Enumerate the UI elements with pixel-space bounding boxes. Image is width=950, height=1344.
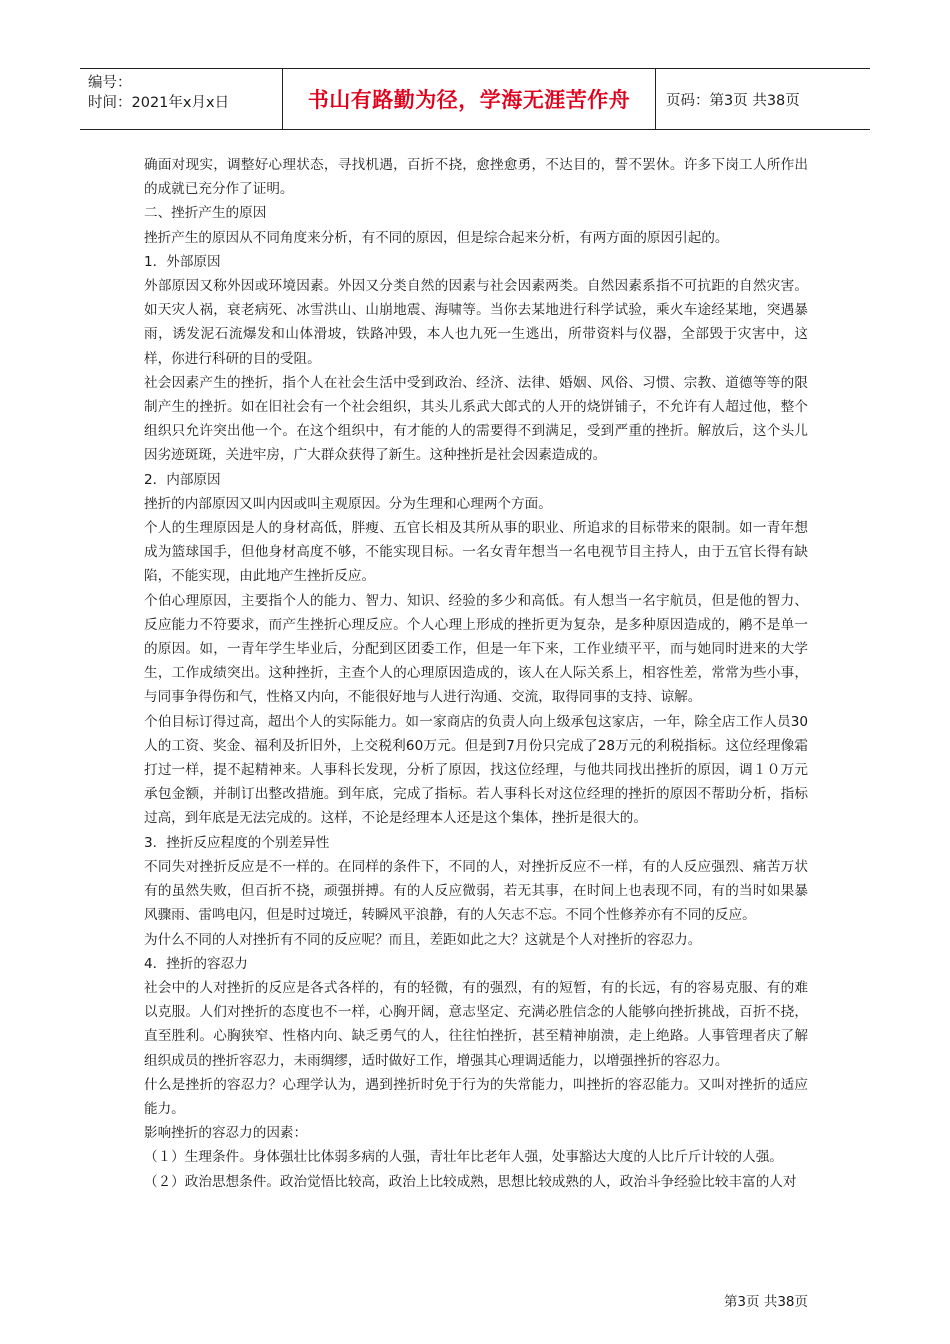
subsection-heading: 1．外部原因 [144,253,221,270]
section-heading: 二、挫折产生的原因 [144,205,267,222]
paragraph: 确面对现实，调整好心理状态，寻找机遇，百折不挠，愈挫愈勇，不达目的，誓不罢休。许多下岗工人所作出的成就已充分作了证明。 [144,157,808,198]
list-item: （１）生理条件。身体强壮比体弱多病的人强，青壮年比老年人强，处事豁达大度的人比斤斤计较的人强。 [144,1149,783,1166]
paragraph: 挫折产生的原因从不同角度来分析，有不同的原因，但是综合起来分析，有两方面的原因引起的。 [144,229,729,246]
document-body [144,153,808,1194]
header-info-cell [80,69,282,129]
header-motto: 书山有路勤为径，学海无涯苦作舟 [282,69,656,129]
paragraph: 外部原因又称外因或环境因素。外因又分类自然的因素与社会因素两类。自然因素系指不可抗距的自然灾害。如天灾人祸，衰老病死、冰雪洪山、山崩地震、海啸等。当你去某地进行科学试验，乘火车途经某地，突遇暴雨，诱发泥石流爆发和山体滑坡，铁路冲毁，本人也九死一生逃出，所带资料与仪器，全部毁于灾害中，这样，你进行科研的目的受阻。 [144,278,808,367]
paragraph: 影响挫折的容忍力的因素： [144,1125,308,1142]
page-footer: 第3页 共38页 [723,1294,808,1310]
header-page-label: 页码：第3页 共38页 [666,92,800,109]
paragraph: 社会因素产生的挫折，指个人在社会生活中受到政治、经济、法律、婚姻、风俗、习惯、宗教、道德等等的限制产生的挫折。如在旧社会有一个社会组织，其头儿系武大郎式的人开的烧饼铺子，不允许有人超过他，整个组织只允许突出他一个。在这个组织中，有才能的人的需要得不到满足，受到严重的挫折。解放后，这个头儿因劣迹斑斑，关进牢房，广大群众获得了新生。这种挫折是社会因素造成的。 [144,374,808,464]
paragraph: 为什么不同的人对挫折有不同的反应呢？而且，差距如此之大？这就是个人对挫折的容忍力。 [144,931,702,948]
page-header [80,68,870,130]
paragraph: 不同失对挫折反应是不一样的。在同样的条件下，不同的人，对挫折反应不一样，有的人反应强烈、痛苦万状有的虽然失败，但百折不挠，顽强拼搏。有的人反应微弱，若无其事，在时间上也表现不同，有的当时如果暴风骤雨、雷鸣电闪，但是时过境迁，转瞬风平浪静，有的人矢志不忘。不同个性修养亦有不同的反应。 [144,858,808,924]
paragraph: 挫折的内部原因又叫内因或叫主观原因。分为生理和心理两个方面。 [144,495,552,512]
paragraph: 什么是挫折的容忍力？心理学认为，遇到挫折时免于行为的失常能力，叫挫折的容忍能力。又叫对挫折的适应能力。 [144,1076,808,1117]
number-label: 编号： [88,75,132,91]
paragraph: 个伯目标订得过高，超出个人的实际能力。如一家商店的负责人向上级承包这家店，一年，除全店工作人员30人的工资、奖金、福利及折旧外，上交税利60万元。但是到7月份只完成了28万元的利税指标。这位经理像霜打过一样，提不起精神来。人事科长发现，分析了原因，找这位经理，与他共同找出挫折的原因，调１０万元承包金额，并制订出整改措施。到年底，完成了指标。若人事科长对这位经理的挫折的原因不帮助分析，指标过高，到年底是无法完成的。这样，不论是经理本人还是这个集体，挫折是很大的。 [144,713,808,827]
paragraph: 社会中的人对挫折的反应是各式各样的，有的轻微，有的强烈，有的短暂，有的长远，有的容易克服、有的难以克服。人们对挫折的态度也不一样，心胸开阔，意志坚定、充满必胜信念的人能够向挫折挑战，百折不挠，直至胜利。心胸狭窄、性格内向、缺乏勇气的人，往往怕挫折，甚至精神崩溃，走上绝路。人事管理者庆了解组织成员的挫折容忍力，未雨绸缪，适时做好工作，增强其心理调适能力，以增强挫折的容忍力。 [144,979,808,1069]
subsection-heading: 3．挫折反应程度的个别差异性 [144,834,330,851]
paragraph: 个伯心理原因，主要指个人的能力、智力、知识、经验的多少和高低。有人想当一名宇航员，但是他的智力、反应能力不符要求，而产生挫折心理反应。个人心理上形成的挫折更为复杂，是多种原因造成的，鹇不是单一的原因。如，一青年学生毕业后，分配到区团委工作，但是一年下来，工作业绩平平，而与她同时进来的大学生，工作成绩突出。这种挫折，主查个人的心理原因造成的，该人在人际关系上，相容性差，常常为些小事，与同事争得伤和气，性格又内向，不能很好地与人进行沟通、交流，取得同事的支持、谅解。 [144,592,808,706]
subsection-heading: 4．挫折的容忍力 [144,955,248,972]
paragraph: 个人的生理原因是人的身材高低，胖瘦、五官长相及其所从事的职业、所追求的目标带来的限制。如一青年想成为篮球国手，但他身材高度不够，不能实现目标。一名女青年想当一名电视节目主持人，由于五官长得有缺陷，不能实现，由此地产生挫折反应。 [144,520,808,585]
time-label: 时间：2021年x月x日 [88,95,230,111]
list-item: （２）政治思想条件。政治觉悟比较高，政治上比较成熟，思想比较成熟的人，政治斗争经验比较丰富的人对 [144,1173,797,1190]
subsection-heading: 2．内部原因 [144,471,221,488]
